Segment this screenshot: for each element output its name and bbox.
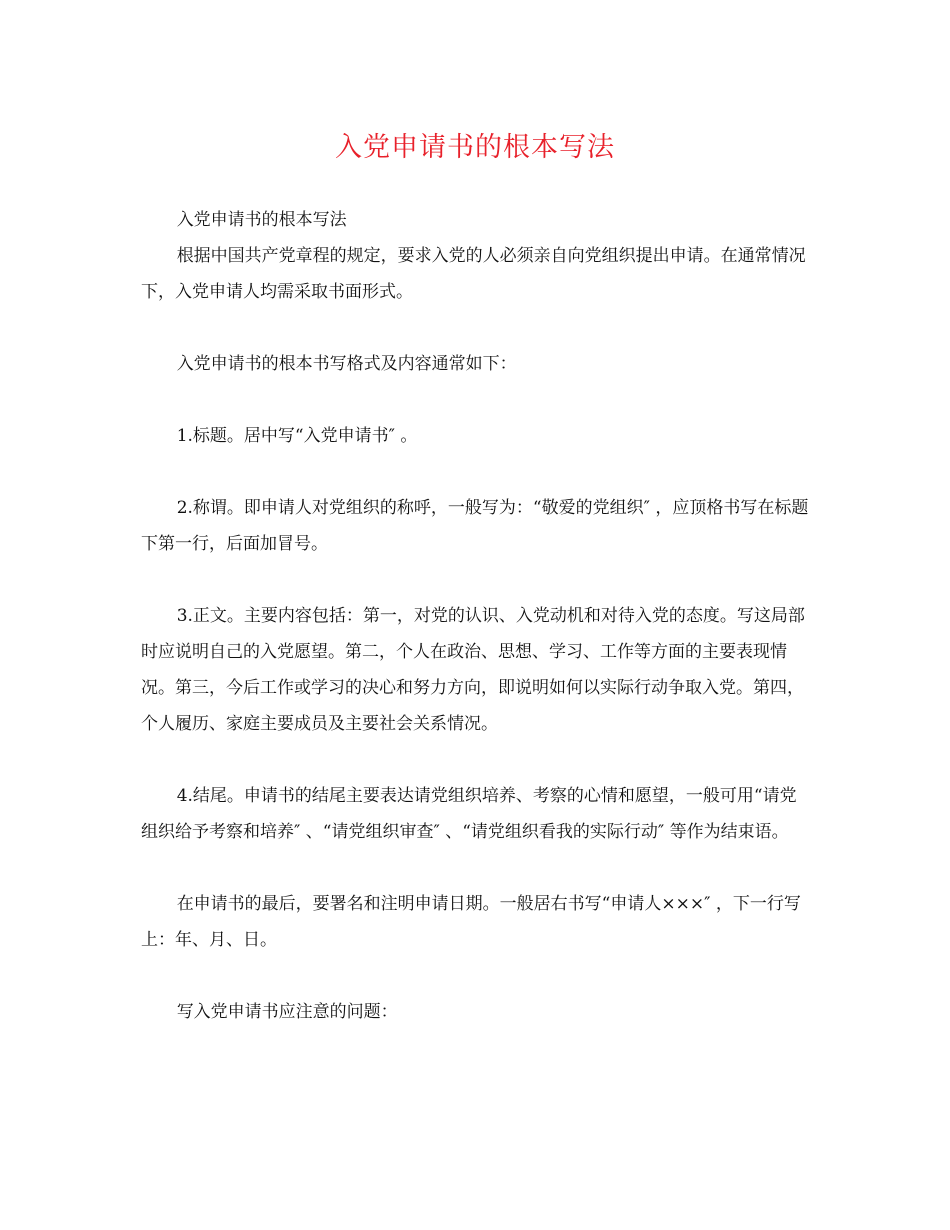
paragraph-gap — [141, 958, 813, 994]
paragraph-subtitle: 入党申请书的根本写法 — [176, 210, 347, 230]
paragraph-format-intro: 入党申请书的根本书写格式及内容通常如下： — [176, 354, 517, 374]
paragraph-intro: 根据中国共产党章程的规定，要求入党的人必须亲自向党组织提出申请。在通常情况下，入党申请人均需采取书面形式。 — [141, 246, 806, 302]
paragraph-gap — [141, 850, 813, 886]
paragraph-item-2: 2.称谓。即申请人对党组织的称呼，一般写为：“敬爱的党组织″ ，应顶格书写在标题下第一行，后面加冒号。 — [141, 498, 809, 554]
paragraph-item-4: 4.结尾。申请书的结尾主要表达请党组织培养、考察的心情和愿望，一般可用“请党组织给予考察和培养″ 、“请党组织审查″ 、“请党组织看我的实际行动″ 等作为结束语。 — [141, 786, 797, 842]
paragraph-notes-heading: 写入党申请书应注意的问题： — [176, 1002, 398, 1022]
paragraph-gap — [141, 562, 813, 598]
paragraph-item-3: 3.正文。主要内容包括：第一，对党的认识、入党动机和对待入党的态度。写这局部时应说明自己的入党愿望。第二，个人在政治、思想、学习、工作等方面的主要表现情况。第三，今后工作或学习的决心和努力方向，即说明如何以实际行动争取入党。第四，个人履历、家庭主要成员及主要社会关系情况。 — [141, 606, 805, 734]
paragraph-gap — [141, 382, 813, 418]
document-body — [141, 202, 813, 1030]
paragraph-gap — [141, 742, 813, 778]
document-title: 入党申请书的根本写法 — [335, 132, 615, 163]
paragraph-gap — [141, 310, 813, 346]
paragraph-signature: 在申请书的最后，要署名和注明申请日期。一般居右书写“申请人×××″ ，下一行写上：年、月、日。 — [141, 894, 801, 950]
paragraph-gap — [141, 454, 813, 490]
paragraph-item-1: 1.标题。居中写“入党申请书″ 。 — [176, 426, 418, 446]
